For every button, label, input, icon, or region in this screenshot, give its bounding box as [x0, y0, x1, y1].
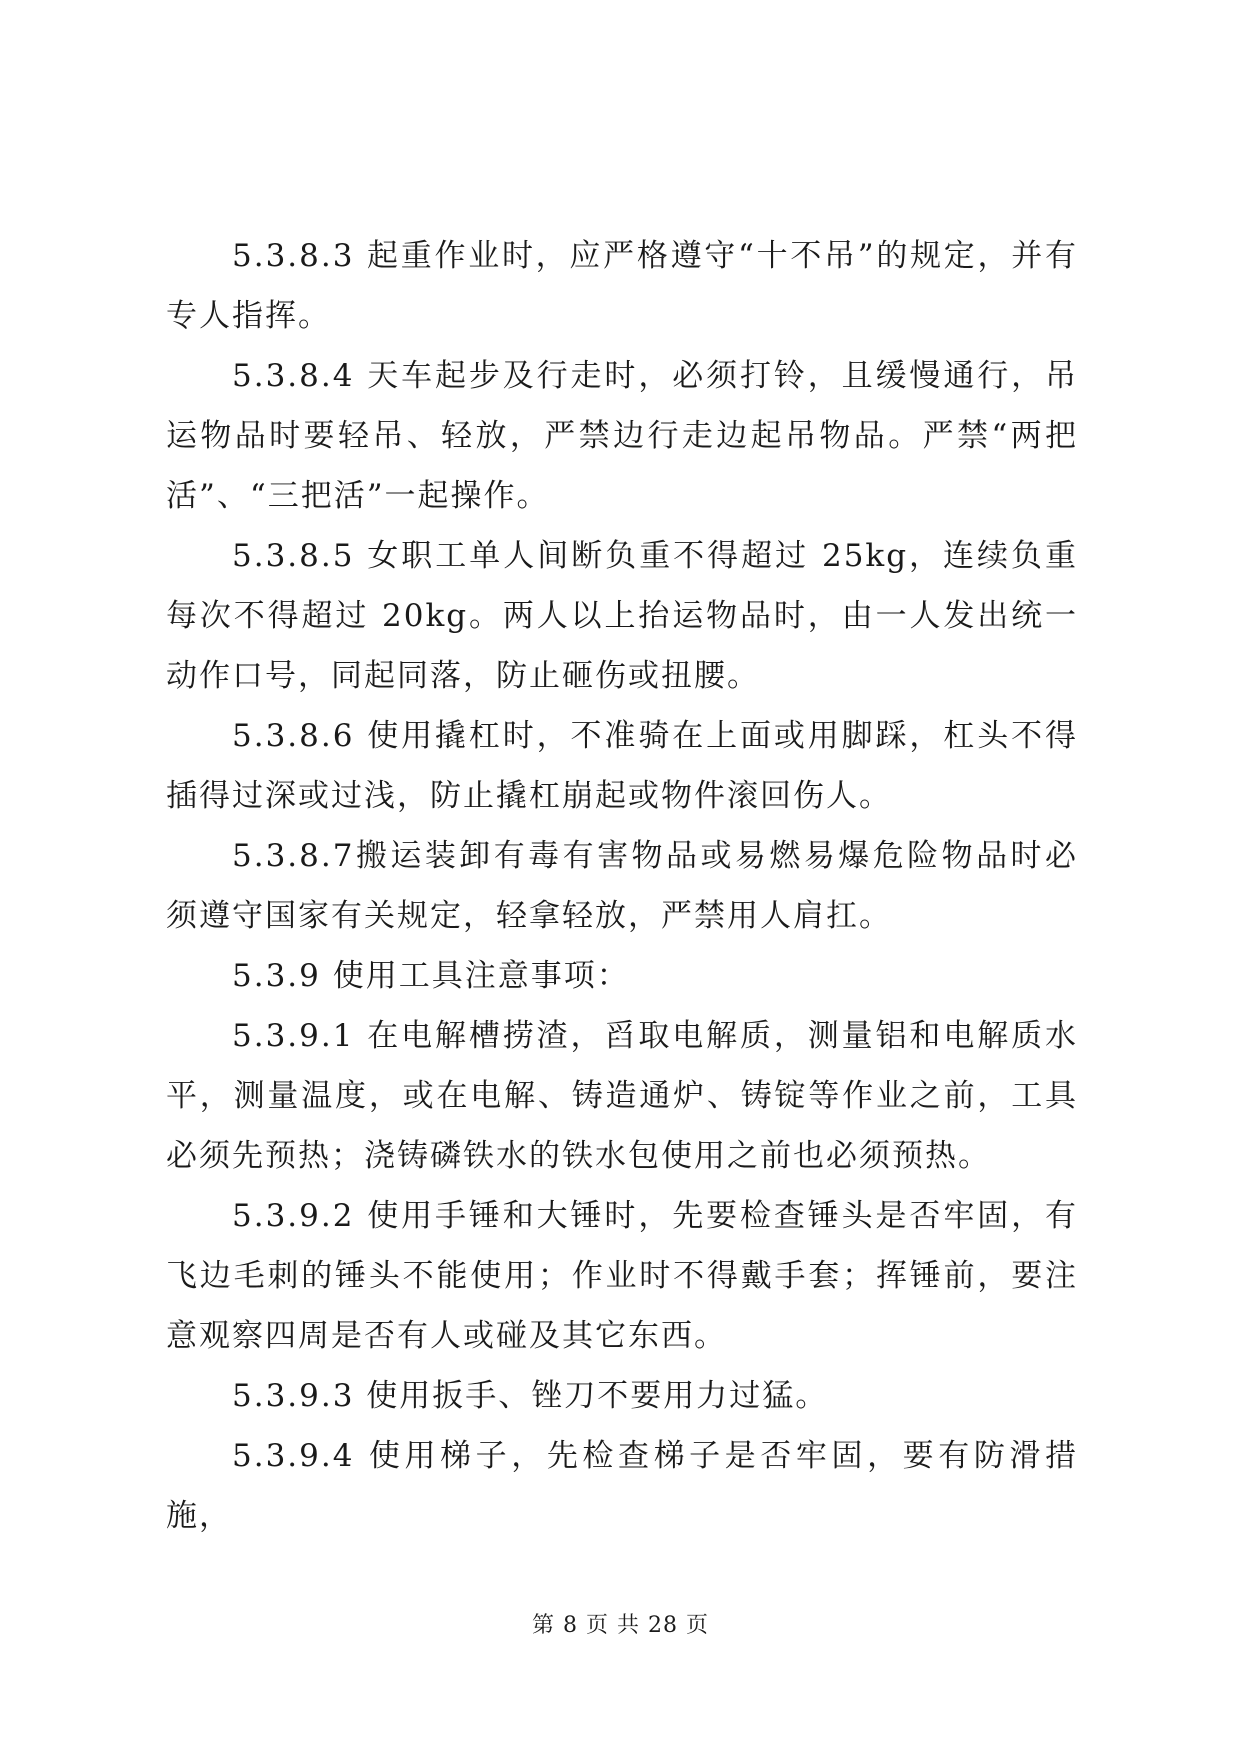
paragraph-5-3-8-6: 5.3.8.6 使用撬杠时，不准骑在上面或用脚踩，杠头不得插得过深或过浅，防止撬杠崩起或物件滚回伤人。	[166, 718, 1078, 814]
paragraph-5-3-9-4: 5.3.9.4 使用梯子，先检查梯子是否牢固，要有防滑措施，	[166, 1438, 1078, 1534]
paragraph-5-3-9-1: 5.3.9.1 在电解槽捞渣，舀取电解质，测量铝和电解质水平，测量温度，或在电解、铸造通炉、铸锭等作业之前，工具必须先预热；浇铸磷铁水的铁水包使用之前也必须预热。	[166, 1018, 1078, 1174]
paragraph-5-3-8-7: 5.3.8.7搬运装卸有毒有害物品或易燃易爆危险物品时必须遵守国家有关规定，轻拿轻放，严禁用人肩扛。	[166, 838, 1078, 934]
paragraph-5-3-9-2: 5.3.9.2 使用手锤和大锤时，先要检查锤头是否牢固，有飞边毛刺的锤头不能使用；作业时不得戴手套；挥锤前，要注意观察四周是否有人或碰及其它东西。	[166, 1198, 1078, 1354]
document-body	[166, 226, 1078, 1546]
paragraph-5-3-8-3: 5.3.8.3 起重作业时，应严格遵守“十不吊”的规定，并有专人指挥。	[166, 238, 1078, 334]
paragraph-5-3-9-3: 5.3.9.3 使用扳手、锉刀不要用力过猛。	[232, 1378, 829, 1414]
paragraph-5-3-8-5: 5.3.8.5 女职工单人间断负重不得超过 25kg，连续负重每次不得超过 20kg。两人以上抬运物品时，由一人发出统一动作口号，同起同落，防止砸伤或扭腰。	[166, 538, 1078, 694]
paragraph-5-3-9: 5.3.9 使用工具注意事项：	[232, 958, 630, 994]
page-number-footer: 第 8 页 共 28 页	[532, 1613, 709, 1638]
paragraph-5-3-8-4: 5.3.8.4 天车起步及行走时，必须打铃，且缓慢通行，吊运物品时要轻吊、轻放，严禁边行走边起吊物品。严禁“两把活”、“三把活”一起操作。	[166, 358, 1078, 514]
